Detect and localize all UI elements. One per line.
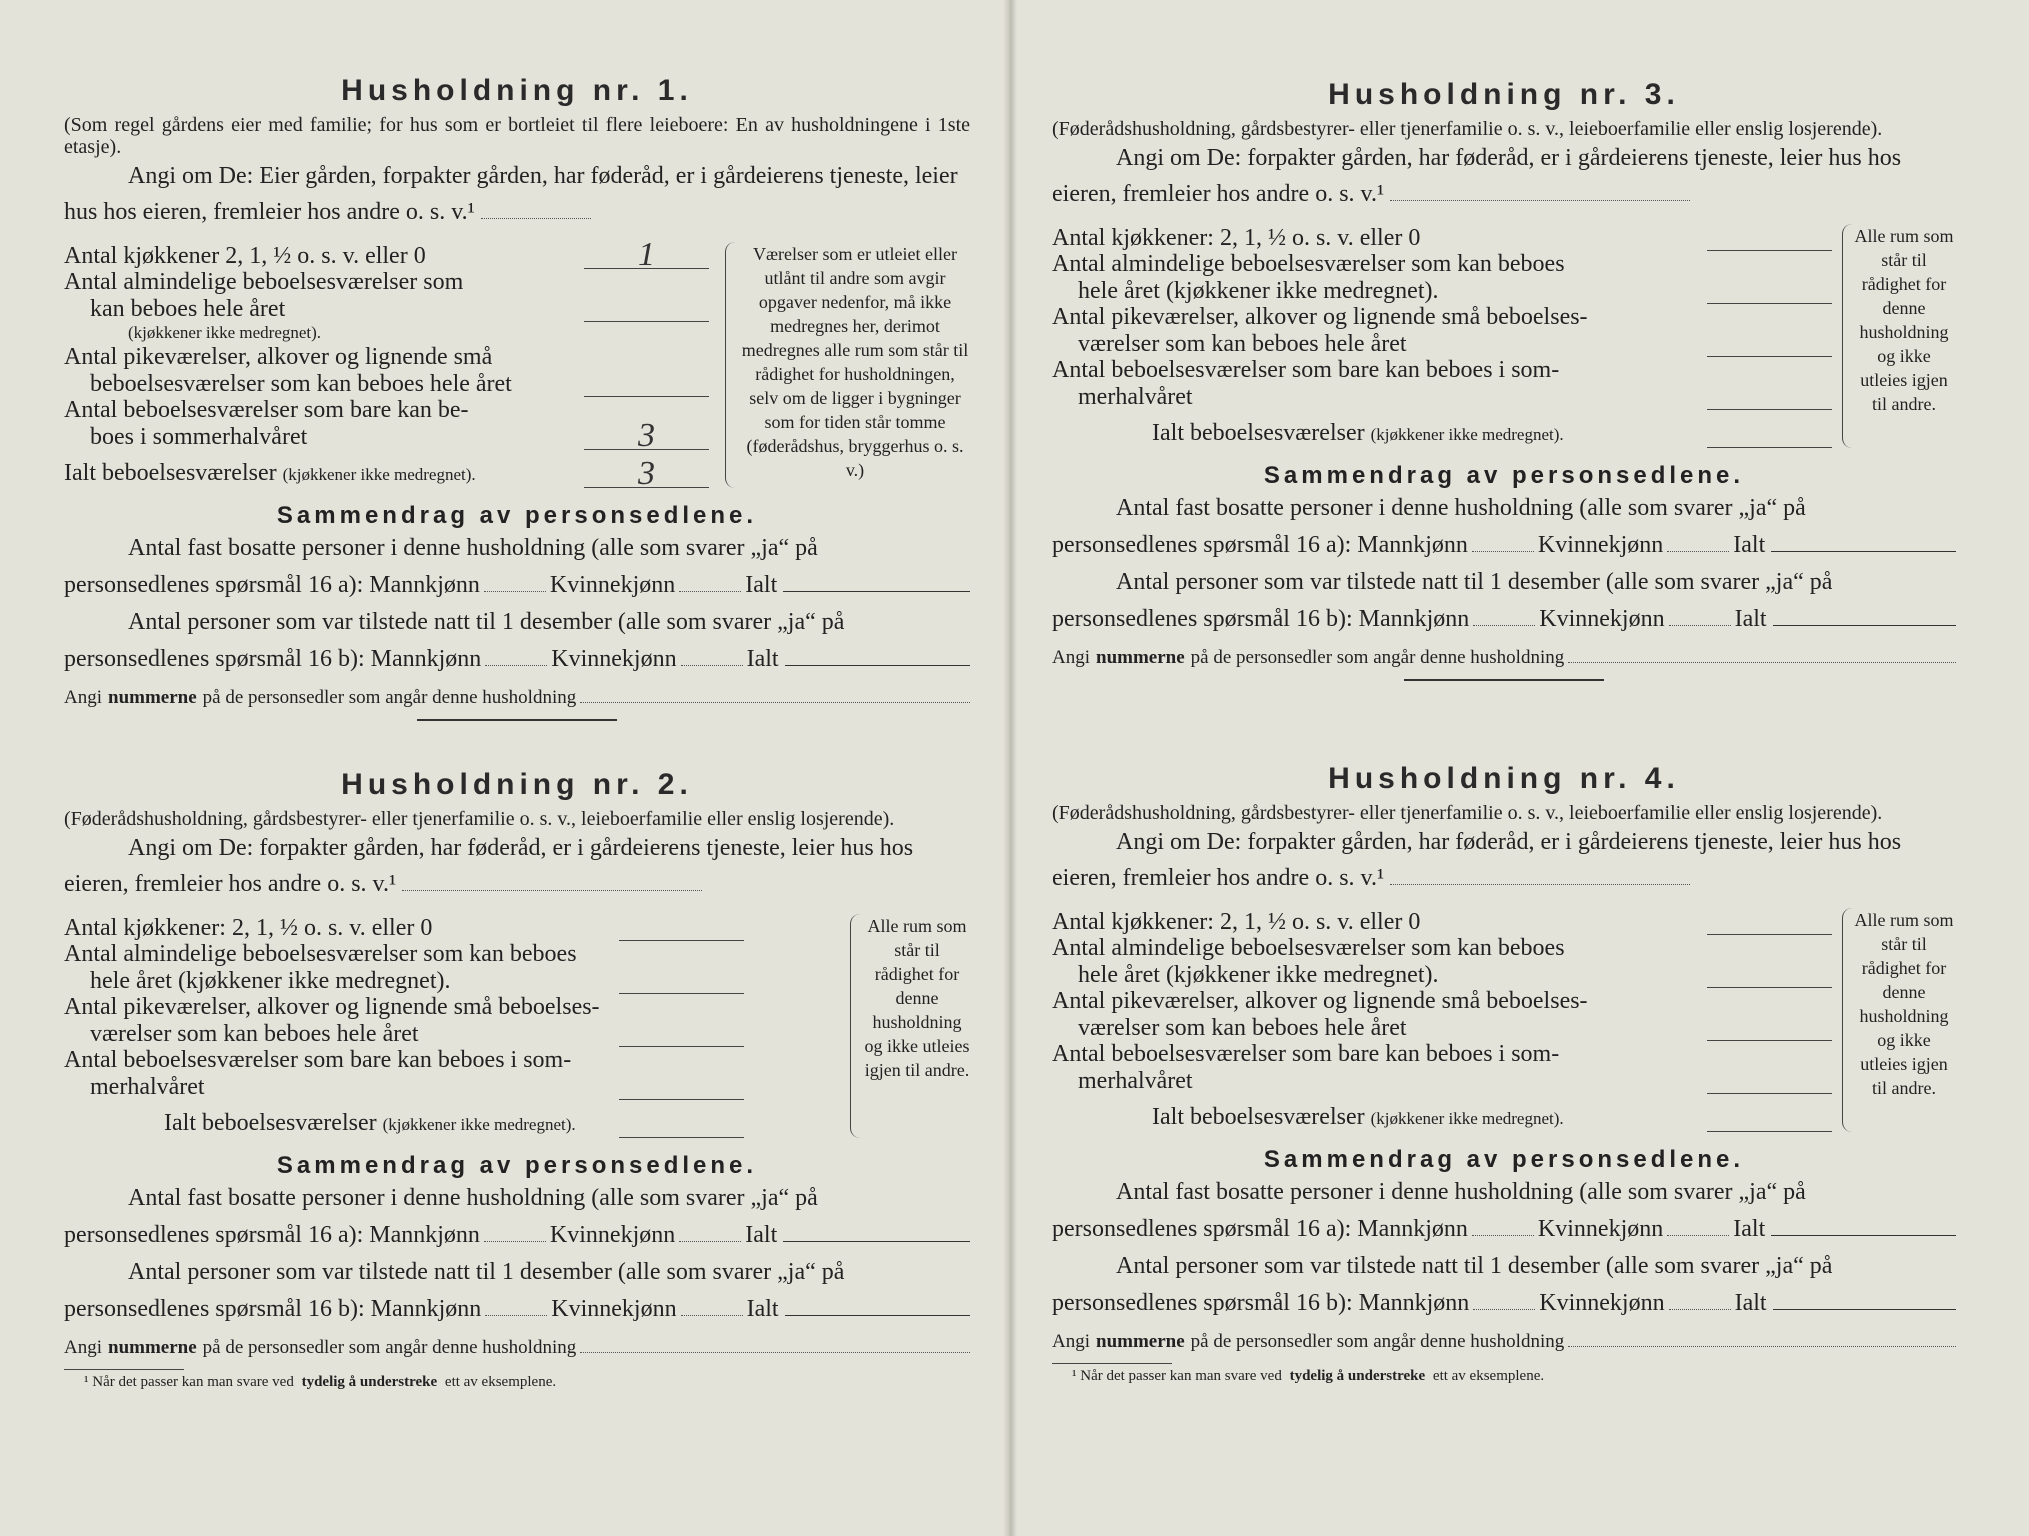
household-1-summer-row-1 — [64, 397, 709, 423]
household-2-sum-b-male[interactable] — [485, 1297, 547, 1316]
household-3-sum-a-female[interactable] — [1667, 533, 1729, 552]
household-4-nummer-bold: nummerne — [1096, 1331, 1185, 1352]
household-2-side-note: Alle rum som står til rådighet for denne husholdning og ikke utleies igjen til andre. — [864, 916, 970, 1080]
household-1-sum-a-ialt: Ialt — [745, 572, 778, 598]
household-1-kitchens-answer[interactable]: 1 — [584, 242, 709, 269]
household-1-sum-b-ialt: Ialt — [746, 646, 779, 672]
household-4-sum-a-male[interactable] — [1472, 1217, 1534, 1236]
household-4-question-field[interactable] — [1390, 884, 1690, 885]
household-3-sum-b-male[interactable] — [1473, 607, 1535, 626]
household-1-title: Husholdning nr. 1. — [341, 74, 693, 107]
household-2-sum-b-label: personsedlenes spørsmål 16 b): Mannkjønn — [64, 1296, 482, 1322]
household-1-summary-title: Sammendrag av personsedlene. — [276, 502, 758, 529]
left-footnote-rule — [64, 1369, 184, 1370]
household-3-ordinary-label-2: hele året (kjøkkener ikke medregnet). — [1078, 278, 1439, 304]
household-1-brace — [725, 242, 738, 488]
household-3-question — [1052, 140, 1956, 212]
household-4-total-text: Ialt beboelsesværelser — [1152, 1104, 1365, 1130]
household-1-question-field[interactable] — [481, 218, 591, 219]
household-1-summer-answer[interactable]: 3 — [584, 423, 709, 450]
household-1-sum-a-female[interactable] — [679, 573, 741, 592]
household-3-sum-a-kvinne: Kvinnekjønn — [1537, 532, 1664, 558]
household-2-subtitle: (Føderådshusholdning, gårdsbestyrer- eller tjenerfamilie o. s. v., leieboerfamilie eller enslig losjerende). — [64, 808, 895, 830]
household-3-sum-b-label: personsedlenes spørsmål 16 b): Mannkjønn — [1052, 606, 1470, 632]
household-3 — [1052, 78, 1956, 681]
household-3-summer-row-2 — [1052, 383, 1832, 410]
household-1-maid-label: Antal pikeværelser, alkover og lignende små — [64, 344, 493, 370]
household-2-question-text: Angi om De: forpakter gården, har føderåd, er i gårdeierens tjeneste, leier hus hos eieren, fremleier hos andre o. s. v.¹ — [64, 835, 914, 897]
household-3-sum-b-line — [1052, 600, 1956, 638]
household-3-question-field[interactable] — [1390, 200, 1690, 201]
household-2-sum-a-label: personsedlenes spørsmål 16 a): Mannkjønn — [64, 1222, 480, 1248]
household-3-nummer-field[interactable] — [1568, 644, 1956, 663]
household-4-sum-b-text: Antal personer som var tilstede natt til 1 desember (alle som svarer „ja“ på — [1116, 1253, 1833, 1279]
household-4-summer-row-2 — [1052, 1067, 1832, 1094]
household-1-total-note: (kjøkkener ikke medregnet). — [282, 465, 476, 484]
household-3-maid-label: Antal pikeværelser, alkover og lignende små beboelses- — [1052, 304, 1588, 330]
household-4-nummer-line — [1052, 1328, 1956, 1353]
household-4-kitchens-label: Antal kjøkkener: 2, 1, ½ o. s. v. eller 0 — [1052, 909, 1421, 935]
household-2-total-row — [64, 1110, 744, 1138]
household-4-title: Husholdning nr. 4. — [1328, 762, 1680, 795]
household-4-sum-a-kvinne: Kvinnekjønn — [1537, 1216, 1664, 1242]
household-1-nummer-bold: nummerne — [108, 687, 197, 708]
household-2-sum-b-ialt: Ialt — [746, 1296, 779, 1322]
household-3-sum-b-female[interactable] — [1669, 607, 1731, 626]
household-4-kitchens-answer[interactable] — [1707, 908, 1832, 935]
household-4-question-text: Angi om De: forpakter gården, har føderåd, er i gårdeierens tjeneste, leier hus hos eieren, fremleier hos andre o. s. v.¹ — [1052, 829, 1902, 891]
household-1-sum-a-line — [64, 566, 970, 604]
household-2-ordinary-row-1 — [64, 941, 744, 967]
household-2-sum-a-total[interactable] — [783, 1221, 970, 1242]
household-1-total-label — [64, 460, 578, 488]
household-1-sum-b-label: personsedlenes spørsmål 16 b): Mannkjønn — [64, 646, 482, 672]
household-2-nummer-bold: nummerne — [108, 1337, 197, 1358]
household-3-sum-a-total[interactable] — [1771, 531, 1956, 552]
household-4-sum-b-line — [1052, 1284, 1956, 1322]
household-3-maid-row-2 — [1052, 330, 1832, 357]
household-2-sum-a-male[interactable] — [484, 1223, 546, 1242]
household-4-nummer-pre: Angi — [1052, 1331, 1090, 1352]
household-3-ordinary-row-2 — [1052, 277, 1832, 304]
household-2-maid-label: Antal pikeværelser, alkover og lignende små beboelses- — [64, 994, 600, 1020]
left-footnote — [64, 1374, 970, 1391]
household-2-nummer-pre: Angi — [64, 1337, 102, 1358]
household-3-kitchens-answer[interactable] — [1707, 224, 1832, 251]
household-3-total-row — [1052, 420, 1832, 448]
household-1-total-text: Ialt beboelsesværelser — [64, 460, 277, 486]
household-2-nummer-field[interactable] — [580, 1334, 970, 1353]
household-2-ordinary-row-2 — [64, 967, 744, 994]
household-1-sum-b-text: Antal personer som var tilstede natt til 1 desember (alle som svarer „ja“ på — [128, 609, 845, 635]
household-4-nummer-field[interactable] — [1568, 1328, 1956, 1347]
household-4-summer-answer[interactable] — [1707, 1067, 1832, 1094]
household-1-sum-b-kvinne: Kvinnekjønn — [551, 646, 677, 672]
household-4-sum-b-female[interactable] — [1669, 1291, 1731, 1310]
household-3-summer-label: Antal beboelsesværelser som bare kan beboes i som- — [1052, 357, 1560, 383]
household-3-sum-b-kvinne: Kvinnekjønn — [1539, 606, 1665, 632]
household-1-summer-label: Antal beboelsesværelser som bare kan be- — [64, 397, 469, 423]
household-3-sum-a-label: personsedlenes spørsmål 16 a): Mannkjønn — [1052, 532, 1468, 558]
household-3-subtitle: (Føderådshusholdning, gårdsbestyrer- eller tjenerfamilie o. s. v., leieboerfamilie eller enslig losjerende). — [1052, 118, 1883, 140]
household-1-maid-row-1 — [64, 344, 709, 370]
household-3-maid-label-2: værelser som kan beboes hele året — [1078, 331, 1407, 357]
household-2-title: Husholdning nr. 2. — [341, 768, 693, 801]
page-fold — [1003, 0, 1017, 1536]
household-2-summer-label-2: merhalvåret — [90, 1074, 205, 1100]
household-3-kitchens-row — [1052, 224, 1832, 251]
household-4-maid-label: Antal pikeværelser, alkover og lignende små beboelses- — [1052, 988, 1588, 1014]
household-2-summer-row-1 — [64, 1047, 744, 1073]
household-3-kitchens-label: Antal kjøkkener: 2, 1, ½ o. s. v. eller 0 — [1052, 225, 1421, 251]
household-2-total-label — [164, 1110, 613, 1138]
right-footnote-post: ett av eksemplene. — [1432, 1368, 1545, 1384]
household-1-rooms — [64, 236, 970, 492]
household-2-ordinary-label: Antal almindelige beboelsesværelser som kan beboes — [64, 941, 577, 967]
household-4-room-lines — [1052, 908, 1832, 1132]
household-1-sum-b-total[interactable] — [785, 645, 970, 666]
household-1-ordinary-row-2 — [64, 295, 709, 322]
household-3-rooms — [1052, 224, 1956, 448]
household-1-question — [64, 158, 970, 230]
household-4-sum-a-total[interactable] — [1771, 1215, 1956, 1236]
household-2-sum-a-female[interactable] — [679, 1223, 741, 1242]
household-1-summer-label-2: boes i sommerhalvåret — [90, 424, 308, 450]
household-2-sum-a-kvinne: Kvinnekjønn — [549, 1222, 676, 1248]
household-4-ordinary-row-1 — [1052, 935, 1832, 961]
household-1-sum-b-line — [64, 640, 970, 678]
household-2-sum-b-kvinne: Kvinnekjønn — [551, 1296, 677, 1322]
household-3-maid-answer[interactable] — [1707, 330, 1832, 357]
household-2-maid-row-2 — [64, 1020, 744, 1047]
household-1-sum-a-text: Antal fast bosatte personer i denne husholdning (alle som svarer „ja“ på — [128, 535, 818, 561]
household-3-maid-row-1 — [1052, 304, 1832, 330]
right-footnote-pre: ¹ Når det passer kan man svare ved — [1072, 1368, 1282, 1384]
household-4-rooms — [1052, 908, 1956, 1132]
household-2-total-text: Ialt beboelsesværelser — [164, 1110, 377, 1136]
household-4-sum-a-female[interactable] — [1667, 1217, 1729, 1236]
household-2-nummer-line — [64, 1334, 970, 1359]
household-4-sum-b-male[interactable] — [1473, 1291, 1535, 1310]
household-3-summer-answer[interactable] — [1707, 383, 1832, 410]
household-1 — [64, 74, 970, 721]
household-2-kitchens-answer[interactable] — [619, 914, 744, 941]
household-2-ordinary-label-2: hele året (kjøkkener ikke medregnet). — [90, 968, 451, 994]
household-1-sum-a-male[interactable] — [484, 573, 546, 592]
household-4-summer-label-2: merhalvåret — [1078, 1068, 1193, 1094]
household-2-maid-answer[interactable] — [619, 1020, 744, 1047]
household-1-ordinary-label-2: kan beboes hele året — [90, 296, 286, 322]
household-3-summer-row-1 — [1052, 357, 1832, 383]
household-1-maid-label-2: beboelsesværelser som kan beboes hele året — [90, 371, 512, 397]
household-1-nummer-post: på de personsedler som angår denne husholdning — [202, 687, 577, 708]
household-2-kitchens-row — [64, 914, 744, 941]
household-3-divider — [1404, 679, 1604, 681]
household-3-sum-a-text: Antal fast bosatte personer i denne husholdning (alle som svarer „ja“ på — [1116, 495, 1806, 521]
household-2-sum-a-ialt: Ialt — [745, 1222, 778, 1248]
household-3-side-note: Alle rum som står til rådighet for denne husholdning og ikke utleies igjen til andre. — [1854, 226, 1954, 414]
household-1-kitchens-row — [64, 236, 709, 273]
household-3-sum-b-total[interactable] — [1773, 605, 1956, 626]
household-2-sum-b-line — [64, 1290, 970, 1328]
household-4-kitchens-row — [1052, 908, 1832, 935]
household-3-question-text: Angi om De: forpakter gården, har føderåd, er i gårdeierens tjeneste, leier hus hos eieren, fremleier hos andre o. s. v.¹ — [1052, 145, 1902, 207]
household-1-ordinary-answer[interactable] — [584, 295, 709, 322]
household-2-summary-title: Sammendrag av personsedlene. — [276, 1152, 758, 1179]
household-4-nummer-post: på de personsedler som angår denne husholdning — [1190, 1331, 1565, 1352]
household-1-sum-a-total[interactable] — [783, 571, 970, 592]
left-footnote-pre: ¹ Når det passer kan man svare ved — [84, 1374, 294, 1390]
household-4-total-label — [1152, 1104, 1701, 1132]
household-2-summer-label: Antal beboelsesværelser som bare kan beboes i som- — [64, 1047, 572, 1073]
right-footnote — [1052, 1368, 1956, 1385]
household-2-total-note: (kjøkkener ikke medregnet). — [382, 1115, 576, 1134]
household-1-sum-b-male[interactable] — [485, 647, 547, 666]
right-footnote-bold: tydelig å understreke — [1289, 1368, 1426, 1384]
household-4 — [1052, 762, 1956, 1385]
household-2-maid-row-1 — [64, 994, 744, 1020]
household-2-sum-a-line — [64, 1216, 970, 1254]
household-3-sum-a-ialt: Ialt — [1733, 532, 1766, 558]
household-3-nummer-pre: Angi — [1052, 647, 1090, 668]
household-1-sum-a-label: personsedlenes spørsmål 16 a): Mannkjønn — [64, 572, 480, 598]
household-3-total-text: Ialt beboelsesværelser — [1152, 420, 1365, 446]
household-1-sum-a-kvinne: Kvinnekjønn — [549, 572, 676, 598]
household-2-total-answer[interactable] — [619, 1111, 744, 1138]
household-1-kitchens-label: Antal kjøkkener 2, 1, ½ o. s. v. eller 0 — [64, 243, 426, 269]
household-4-ordinary-label-2: hele året (kjøkkener ikke medregnet). — [1078, 962, 1439, 988]
household-2-question — [64, 830, 970, 902]
household-1-nummer-pre: Angi — [64, 687, 102, 708]
household-4-maid-answer[interactable] — [1707, 1014, 1832, 1041]
household-2-question-field[interactable] — [402, 890, 702, 891]
household-3-sum-a-line — [1052, 526, 1956, 564]
household-1-total-row — [64, 455, 709, 492]
household-1-sum-b-female[interactable] — [681, 647, 743, 666]
household-1-maid-answer[interactable] — [584, 370, 709, 397]
household-3-total-answer[interactable] — [1707, 421, 1832, 448]
household-4-total-answer[interactable] — [1707, 1105, 1832, 1132]
left-footnote-post: ett av eksemplene. — [444, 1374, 557, 1390]
household-3-sum-a-male[interactable] — [1472, 533, 1534, 552]
household-3-room-lines — [1052, 224, 1832, 448]
household-4-sum-a-line — [1052, 1210, 1956, 1248]
household-4-sum-a-text: Antal fast bosatte personer i denne husholdning (alle som svarer „ja“ på — [1116, 1179, 1806, 1205]
right-page — [1052, 0, 1956, 1536]
household-2-rooms — [64, 914, 970, 1138]
household-1-ordinary-note: (kjøkkener ikke medregnet). — [128, 323, 322, 342]
household-4-summary-title: Sammendrag av personsedlene. — [1263, 1146, 1745, 1173]
household-4-summer-label: Antal beboelsesværelser som bare kan beboes i som- — [1052, 1041, 1560, 1067]
left-footnote-bold: tydelig å understreke — [301, 1374, 438, 1390]
household-3-summary-title: Sammendrag av personsedlene. — [1263, 462, 1745, 489]
household-1-question-text: Angi om De: Eier gården, forpakter gården, har føderåd, er i gårdeierens tjeneste, leier hus hos eieren, fremleier hos andre o. s. v.¹ — [64, 163, 958, 225]
household-3-total-label — [1152, 420, 1701, 448]
right-footnote-rule — [1052, 1363, 1172, 1364]
household-3-nummer-bold: nummerne — [1096, 647, 1185, 668]
household-2 — [64, 768, 970, 1391]
household-2-sum-b-text: Antal personer som var tilstede natt til 1 desember (alle som svarer „ja“ på — [128, 1259, 845, 1285]
household-4-sum-a-ialt: Ialt — [1733, 1216, 1766, 1242]
household-3-ordinary-label: Antal almindelige beboelsesværelser som kan beboes — [1052, 251, 1565, 277]
household-1-nummer-line — [64, 684, 970, 709]
household-1-ordinary-row-1 — [64, 269, 709, 295]
household-4-ordinary-label: Antal almindelige beboelsesværelser som kan beboes — [1052, 935, 1565, 961]
household-4-maid-label-2: værelser som kan beboes hele året — [1078, 1015, 1407, 1041]
household-4-total-note: (kjøkkener ikke medregnet). — [1370, 1109, 1564, 1128]
household-4-sum-b-kvinne: Kvinnekjønn — [1539, 1290, 1665, 1316]
household-1-summer-row-2 — [64, 417, 709, 454]
household-2-brace — [850, 914, 863, 1138]
household-4-maid-row-2 — [1052, 1014, 1832, 1041]
household-1-subtitle: (Som regel gårdens eier med familie; for hus som er bortleiet til flere leieboere: En av husholdningene i 1ste etasje). — [64, 114, 970, 158]
household-3-ordinary-row-1 — [1052, 251, 1832, 277]
household-1-ordinary-label: Antal almindelige beboelsesværelser som — [64, 269, 464, 295]
left-page — [64, 0, 970, 1536]
household-4-sum-b-label: personsedlenes spørsmål 16 b): Mannkjønn — [1052, 1290, 1470, 1316]
household-2-summer-answer[interactable] — [619, 1073, 744, 1100]
household-1-nummer-field[interactable] — [580, 684, 970, 703]
household-4-total-row — [1052, 1104, 1832, 1132]
household-3-total-note: (kjøkkener ikke medregnet). — [1370, 425, 1564, 444]
household-4-sum-b-total[interactable] — [1773, 1289, 1956, 1310]
household-1-side-note: Værelser som er utleiet eller utlånt til andre som avgir opgaver nedenfor, må ikke medregnes her, derimot medregnes alle rum som står til rådighet for husholdningen, selv om de ligger i bygninger som for tiden står tomme (føderådshus, bryggerhus o. s. v.) — [741, 244, 969, 480]
household-1-divider — [417, 719, 617, 721]
household-2-sum-a-text: Antal fast bosatte personer i denne husholdning (alle som svarer „ja“ på — [128, 1185, 818, 1211]
household-4-subtitle: (Føderådshusholdning, gårdsbestyrer- eller tjenerfamilie o. s. v., leieboerfamilie eller enslig losjerende). — [1052, 802, 1883, 824]
household-3-sum-b-ialt: Ialt — [1734, 606, 1767, 632]
household-2-sum-b-total[interactable] — [785, 1295, 970, 1316]
household-2-room-lines — [64, 914, 744, 1138]
household-3-nummer-line — [1052, 644, 1956, 669]
household-2-kitchens-label: Antal kjøkkener: 2, 1, ½ o. s. v. eller 0 — [64, 915, 433, 941]
household-2-nummer-post: på de personsedler som angår denne husholdning — [202, 1337, 577, 1358]
household-4-summer-row-1 — [1052, 1041, 1832, 1067]
household-3-nummer-post: på de personsedler som angår denne husholdning — [1190, 647, 1565, 668]
household-4-sum-a-label: personsedlenes spørsmål 16 a): Mannkjønn — [1052, 1216, 1468, 1242]
household-2-ordinary-answer[interactable] — [619, 967, 744, 994]
household-2-summer-row-2 — [64, 1073, 744, 1100]
household-2-sum-b-female[interactable] — [681, 1297, 743, 1316]
household-4-question — [1052, 824, 1956, 896]
household-4-maid-row-1 — [1052, 988, 1832, 1014]
household-4-side-note: Alle rum som står til rådighet for denne husholdning og ikke utleies igjen til andre. — [1854, 910, 1954, 1098]
household-4-ordinary-row-2 — [1052, 961, 1832, 988]
household-1-room-lines — [64, 236, 709, 492]
household-3-title: Husholdning nr. 3. — [1328, 78, 1680, 111]
household-2-maid-label-2: værelser som kan beboes hele året — [90, 1021, 419, 1047]
household-4-sum-b-ialt: Ialt — [1734, 1290, 1767, 1316]
household-4-ordinary-answer[interactable] — [1707, 961, 1832, 988]
household-3-sum-b-text: Antal personer som var tilstede natt til 1 desember (alle som svarer „ja“ på — [1116, 569, 1833, 595]
household-3-ordinary-answer[interactable] — [1707, 277, 1832, 304]
household-3-summer-label-2: merhalvåret — [1078, 384, 1193, 410]
household-1-maid-row-2 — [64, 370, 709, 397]
household-1-total-answer[interactable]: 3 — [584, 461, 709, 488]
